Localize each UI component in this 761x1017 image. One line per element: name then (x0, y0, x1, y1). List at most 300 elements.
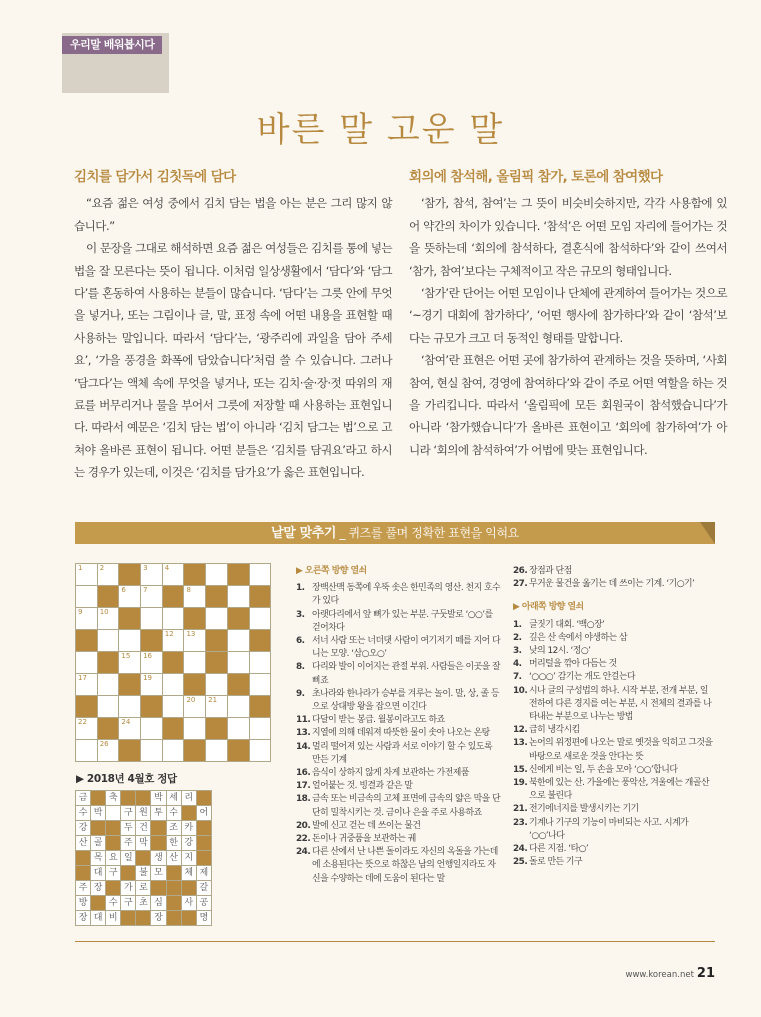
clue-item (513, 817, 715, 843)
crossword-cell (98, 674, 120, 696)
answer-cell (106, 806, 121, 821)
answer-cell: 명 (197, 911, 212, 926)
crossword-cell (141, 608, 163, 630)
clue-text: 다달이 받는 봉급. 월봉이라고도 하죠 (312, 715, 445, 726)
crossword-cell (184, 630, 206, 652)
crossword-cell (98, 740, 120, 762)
clue-number: 6. (296, 636, 305, 647)
crossword-cell (206, 564, 228, 586)
answer-cell: 세 (167, 791, 182, 806)
cell-number: 13 (186, 630, 196, 638)
crossword-cell (228, 718, 250, 740)
answer-block-cell (121, 911, 136, 926)
crossword-cell (141, 564, 163, 586)
answer-block-cell (136, 791, 151, 806)
clue-number: 23. (513, 817, 528, 828)
crossword-block-cell (228, 564, 250, 586)
left-article-paragraph: 이 문장을 그대로 해석하면 요즘 젊은 여성들은 김치를 통에 넣는 법을 잘 모른다는 뜻이 됩니다. 이처럼 일상생활에서 ‘담다’와 ‘담그다’를 혼동하여 사용하는 분들이 많습니다. ‘담다’는 그릇 안에 무엇을 넣거나, 또는 그림이나 글, 말, 표정 속에 어떤 내용을 표현할 때 사용하는 말입니다. 따라서 ‘담다’는, ‘광주리에 과일을 담아 주세요’, ‘가을 풍경을 화폭에 담았습니다’처럼 쓸 수 있습니다. 그러나 ‘담그다’는 액체 속에 무엇을 넣거나, 또는 김치·술·장·젓 따위의 재료를 버무리거나 물을 부어서 그릇에 저장할 때 사용하는 표현입니다. 따라서 예문은 ‘김치 담는 법’이 아니라 ‘김치 담그는 법’으로 고쳐야 올바른 표현이 됩니다. 어떤 분들은 ‘김치를 담궈요’라고 하시는 경우가 있는데, 이것은 ‘김치를 담가요’가 옳은 표현입니다. (74, 241, 392, 480)
clue-item (513, 565, 715, 578)
clue-item (296, 846, 502, 886)
crossword-cell (250, 718, 272, 740)
answer-cell: 산 (167, 851, 182, 866)
quiz-banner-title (75, 522, 715, 544)
answer-block-cell (151, 821, 166, 836)
answer-cell: 장 (76, 911, 91, 926)
answer-block-cell (136, 851, 151, 866)
answer-cell: 박 (151, 791, 166, 806)
answer-cell: 카 (182, 821, 197, 836)
crossword-block-cell (98, 586, 120, 608)
left-article-heading: 김치를 담가서 김칫독에 담다 (74, 169, 236, 185)
crossword-cell (119, 696, 141, 718)
crossword-cell (184, 696, 206, 718)
crossword-cell (76, 586, 98, 608)
clue-text: 얼어붙는 것. 빙결과 같은 말 (312, 781, 413, 792)
answer-cell: 산 (76, 836, 91, 851)
cell-number: 2 (99, 564, 105, 572)
crossword-block-cell (119, 674, 141, 696)
answer-cell: 박 (91, 806, 106, 821)
answer-cell: 갈 (197, 881, 212, 896)
crossword-cell (98, 630, 120, 652)
clue-text: 음식이 상하지 않게 차게 보관하는 가전제품 (312, 768, 469, 779)
clue-item (513, 658, 715, 671)
crossword-cell (250, 564, 272, 586)
clue-text: 초나라와 한나라가 승부를 겨루는 놀이. 말, 상, 졸 등으로 상대방 왕을 잡으면 이긴다 (312, 688, 499, 713)
clue-item (296, 582, 502, 608)
answer-block-cell (197, 836, 212, 851)
crossword-cell (119, 586, 141, 608)
crossword-block-cell (206, 586, 228, 608)
crossword-block-cell (141, 630, 163, 652)
clue-number: 15. (513, 764, 528, 775)
answer-cell: 일 (121, 851, 136, 866)
clue-number: 3. (513, 646, 522, 657)
clue-number: 16. (296, 768, 311, 779)
crossword-cell (184, 718, 206, 740)
answer-cell: 막 (136, 836, 151, 851)
crossword-cell (119, 630, 141, 652)
clue-number: 13. (296, 728, 311, 739)
answer-block-cell (106, 881, 121, 896)
answer-block-cell (182, 881, 197, 896)
crossword-cell (250, 608, 272, 630)
answer-cell: 구 (106, 866, 121, 881)
cell-number: 4 (164, 564, 170, 572)
crossword-block-cell (163, 586, 185, 608)
crossword-cell (250, 740, 272, 762)
clue-text: 급히 냉각시킴 (529, 725, 580, 736)
answer-block-cell (106, 836, 121, 851)
answer-block-cell (91, 896, 106, 911)
left-article-paragraph: “요즘 젊은 여성 중에서 김치 담는 법을 아는 분은 그리 많지 않습니다.” (74, 196, 392, 233)
answer-cell: 리 (182, 791, 197, 806)
clue-item (513, 777, 715, 803)
cell-number: 21 (208, 696, 218, 704)
clue-item (296, 820, 502, 833)
crossword-cell (98, 696, 120, 718)
clue-item (513, 632, 715, 645)
clue-item (296, 833, 502, 846)
cell-number: 26 (99, 740, 109, 748)
clue-text: 전기에너지를 발생시키는 기기 (529, 804, 639, 815)
answer-cell: 구 (121, 896, 136, 911)
clue-text: 장점과 단점 (529, 566, 572, 576)
crossword-cell (141, 674, 163, 696)
clue-item (296, 609, 502, 635)
clue-item (296, 780, 502, 793)
right-article (409, 166, 727, 461)
clue-text: 신에게 비는 일, 두 손을 모아 ‘○○’합니다 (529, 764, 678, 775)
cell-number: 15 (121, 652, 131, 660)
crossword-cell (76, 718, 98, 740)
answer-block-cell (91, 791, 106, 806)
crossword-block-cell (184, 674, 206, 696)
answer-block-cell (182, 911, 197, 926)
answer-block-cell (151, 881, 166, 896)
clue-item (513, 685, 715, 725)
answer-cell: 모 (151, 866, 166, 881)
cell-number: 22 (78, 718, 87, 726)
crossword-cell (250, 674, 272, 696)
answer-cell: 골 (91, 836, 106, 851)
crossword-cell (119, 718, 141, 740)
footer (500, 962, 715, 981)
crossword-cell (184, 652, 206, 674)
answer-cell: 장 (151, 911, 166, 926)
quiz-title: 낱말 맞추기 (271, 526, 337, 541)
answer-block-cell (197, 791, 212, 806)
clue-item (513, 856, 715, 869)
clue-number: 9. (296, 688, 305, 699)
answer-cell: 초 (136, 896, 151, 911)
clue-text: 지열에 의해 데워져 따뜻한 물이 솟아 나오는 온탕 (312, 728, 490, 739)
answer-cell: 투 (151, 806, 166, 821)
clue-number: 4. (513, 659, 522, 670)
clue-number: 8. (296, 662, 305, 673)
clue-number: 19. (513, 778, 528, 789)
answer-block-cell (197, 821, 212, 836)
answer-cell: 제 (197, 866, 212, 881)
clue-text: 금속 또는 비금속의 고체 표면에 금속의 얇은 막을 단단히 밀착시키는 것. 금이나 은을 주로 사용하죠 (312, 794, 501, 818)
crossword-cell (163, 674, 185, 696)
crossword-block-cell (250, 696, 272, 718)
answer-cell: 대 (91, 911, 106, 926)
cell-number: 20 (186, 696, 196, 704)
crossword-block-cell (119, 740, 141, 762)
clue-text: 무거운 물건을 옮기는 데 쓰이는 기계. ‘기○기’ (529, 579, 695, 590)
clue-item (296, 635, 502, 661)
answer-cell: 불 (136, 866, 151, 881)
clue-number: 26. (513, 566, 528, 576)
answer-block-cell (167, 911, 182, 926)
answer-block-cell (106, 821, 121, 836)
clue-text: 기계나 기구의 기능이 마비되는 사고. 시계가 ‘○○’나다 (529, 817, 689, 841)
answer-cell: 어 (197, 806, 212, 821)
clue-number: 18. (296, 794, 311, 805)
cell-number: 12 (164, 630, 174, 638)
clue-number: 1. (296, 583, 305, 594)
crossword-cell (228, 696, 250, 718)
right-article-paragraph: ‘참여’란 표현은 어떤 곳에 참가하여 관계하는 것을 뜻하며, ‘사회 참여, 현실 참여, 경영에 참여하다’와 같이 주로 어떤 역할을 하는 것을 가리킵니다. 따라서 ‘올림픽에 모든 회원국이 참석했습니다’가 아니라 ‘참가했습니다’가 올바른 표현이고 ‘회의에 참가하여’가 아니라 ‘회의에 참석하여’가 어법에 맞는 표현입니다. (409, 353, 727, 457)
crossword-cell (163, 740, 185, 762)
clue-text: 돌로 만든 기구 (529, 857, 583, 868)
crossword-cell (163, 564, 185, 586)
clue-item (296, 767, 502, 780)
crossword-cell (206, 740, 228, 762)
crossword-block-cell (76, 630, 98, 652)
clue-text: 논어의 위정편에 나오는 말로 옛것을 익히고 그것을 바탕으로 새로운 것을 안다는 뜻 (529, 738, 713, 762)
crossword-block-cell (141, 696, 163, 718)
cell-number: 6 (121, 586, 126, 594)
answer-cell: 강 (76, 821, 91, 836)
crossword-block-cell (76, 696, 98, 718)
clue-item (513, 619, 715, 632)
answer-block-cell (136, 911, 151, 926)
answer-cell: 장 (91, 881, 106, 896)
answer-cell: 강 (182, 836, 197, 851)
clue-number: 24. (513, 844, 528, 855)
clue-number: 2. (513, 632, 522, 643)
clue-item (296, 793, 502, 819)
answer-cell: 생 (151, 851, 166, 866)
crossword-block-cell (228, 740, 250, 762)
page-title: 바른 말 고운 말 (256, 110, 505, 150)
clue-text: ‘○○○’ 감기는 개도 안걸는다 (529, 672, 635, 683)
answer-block-cell (151, 836, 166, 851)
cell-number: 3 (143, 564, 148, 572)
answer-cell: 금 (76, 791, 91, 806)
clue-text: 시나 글의 구성법의 하나. 시작 부분, 전개 부분, 일전하여 다른 경지를 여는 부분, 시 전체의 결과를 나타내는 부분으로 나누는 방법 (529, 685, 712, 723)
crossword-block-cell (228, 674, 250, 696)
answer-cell: 사 (182, 896, 197, 911)
cell-number: 7 (143, 586, 148, 594)
clue-item (296, 714, 502, 727)
across-clues-title: ▶ 오른쪽 방향 열쇠 (296, 566, 367, 576)
clue-item (513, 578, 715, 591)
answer-cell: 대 (91, 866, 106, 881)
cell-number: 24 (121, 718, 131, 726)
cell-number: 19 (143, 674, 152, 682)
crossword-cell (98, 608, 120, 630)
clue-number: 22. (296, 834, 311, 845)
clue-number: 24. (296, 847, 311, 858)
cell-number: 9 (78, 608, 83, 616)
answer-cell: 지 (182, 851, 197, 866)
crossword-block-cell (206, 718, 228, 740)
clue-text: 서너 사람 또는 너더댓 사람이 여기저기 떼를 지어 다니는 모양. ‘삼○오○’ (312, 636, 501, 660)
clue-number: 12. (513, 725, 528, 736)
clue-number: 20. (296, 820, 311, 831)
crossword-cell (76, 608, 98, 630)
clue-number: 27. (513, 579, 528, 590)
answer-cell: 요 (106, 851, 121, 866)
crossword-cell (76, 652, 98, 674)
bottom-divider (75, 941, 715, 942)
crossword-block-cell (206, 652, 228, 674)
right-article-paragraph: ‘참가’란 단어는 어떤 모임이나 단체에 관계하여 들어가는 것으로 ‘~경기 대회에 참가하다’, ‘어떤 행사에 참가하다’와 같이 ‘참석’보다는 규모가 크고 더 동적인 형태를 말합니다. (409, 286, 727, 345)
clue-number: 17. (296, 781, 311, 792)
crossword-cell (228, 652, 250, 674)
crossword-block-cell (163, 652, 185, 674)
answer-cell: 체 (182, 866, 197, 881)
answer-block-cell (121, 866, 136, 881)
clue-number: 3. (296, 609, 305, 620)
crossword-cell (206, 608, 228, 630)
quiz-subtitle: _ 퀴즈를 풀며 정확한 표현을 익혀요 (336, 526, 519, 540)
clue-item (296, 688, 502, 714)
crossword-block-cell (184, 608, 206, 630)
cell-number: 16 (143, 652, 152, 660)
clue-text: 북한에 있는 산. 가을에는 풍악산, 겨울에는 개골산으로 불린다 (529, 778, 710, 802)
answer-block-cell (76, 866, 91, 881)
right-article-heading: 회의에 참석해, 올림픽 참가, 토론에 참여했다 (409, 169, 663, 185)
crossword-block-cell (206, 630, 228, 652)
answer-cell: 두 (121, 821, 136, 836)
crossword-block-cell (98, 718, 120, 740)
clue-text: 다른 지점. ‘타○’ (529, 844, 589, 855)
clue-text: 다른 산에서 난 나쁜 돌이라도 자신의 옥돌을 가는데에 소용된다는 뜻으로 하찮은 남의 언행일지라도 자신을 수양하는 데에 도움이 된다는 말 (312, 847, 498, 884)
page-number: 21 (696, 966, 715, 981)
crossword-cell (76, 564, 98, 586)
answer-cell: 로 (136, 881, 151, 896)
crossword-cell (206, 696, 228, 718)
crossword-cell (119, 652, 141, 674)
crossword-block-cell (163, 718, 185, 740)
crossword-block-cell (184, 740, 206, 762)
answer-block-cell (182, 806, 197, 821)
clue-item (513, 724, 715, 737)
clue-text: 다리와 발이 이어지는 관절 부위. 사람들은 이곳을 잘 삐죠 (312, 662, 501, 686)
answer-block-cell (121, 791, 136, 806)
crossword-block-cell (250, 586, 272, 608)
answer-title: ▶ 2018년 4월호 정답 (76, 773, 177, 785)
crossword-block-cell (250, 630, 272, 652)
down-clues-title: ▶ 아래쪽 방향 열쇠 (513, 602, 584, 613)
clue-text: 돈이나 귀중품을 보관하는 궤 (312, 834, 416, 845)
answer-cell: 조 (167, 821, 182, 836)
footer-site: www.korean.net (625, 970, 694, 980)
answer-block-cell (167, 881, 182, 896)
clue-text: 장백산맥 동쪽에 우뚝 솟은 한민족의 영산. 천지 호수가 있다 (312, 583, 501, 607)
crossword-cell (76, 740, 98, 762)
crossword-cell (206, 674, 228, 696)
clue-text: 아랫다리에서 앞 뼈가 있는 부분. 구둣발로 ‘○○’를 걷어차다 (312, 609, 493, 633)
crossword-cell (141, 652, 163, 674)
clue-item (513, 764, 715, 777)
clue-item (296, 661, 502, 687)
clues-column-1 (296, 565, 502, 886)
crossword-cell (98, 564, 120, 586)
cell-number: 10 (99, 608, 109, 616)
answer-cell: 가 (121, 881, 136, 896)
clue-number: 25. (513, 857, 528, 868)
cell-number: 1 (78, 564, 83, 572)
left-article (74, 166, 392, 484)
clue-number: 7. (513, 672, 522, 683)
crossword-cell (163, 630, 185, 652)
clue-item (513, 645, 715, 658)
clue-item (296, 727, 502, 740)
clue-item (513, 671, 715, 684)
clue-item (513, 843, 715, 856)
clue-item (513, 737, 715, 763)
answer-cell: 비 (106, 911, 121, 926)
crossword-block-cell (119, 564, 141, 586)
crossword-cell (76, 674, 98, 696)
answer-cell: 건 (136, 821, 151, 836)
answer-cell: 방 (76, 896, 91, 911)
clue-text: 깊은 산 속에서 야생하는 삼 (529, 632, 628, 643)
clue-item (296, 741, 502, 767)
answer-block-cell (197, 851, 212, 866)
answer-cell: 목 (91, 851, 106, 866)
crossword-cell (163, 696, 185, 718)
crossword-cell (228, 586, 250, 608)
right-article-paragraph: ‘참가, 참석, 참여’는 그 뜻이 비슷비슷하지만, 각각 사용함에 있어 약간의 차이가 있습니다. ‘참석’은 어떤 모임 자리에 들어가는 것을 뜻하는데 ‘회의에 참석하다, 결혼식에 참석하다’와 같이 쓰여서 ‘참가, 참여’보다는 구체적이고 작은 규모의 형태입니다. (409, 196, 727, 278)
answer-cell: 주 (76, 881, 91, 896)
crossword-cell (141, 718, 163, 740)
clue-text: 발에 신고 걷는 데 쓰이는 물건 (312, 820, 421, 831)
clue-item (513, 803, 715, 816)
clue-text: 낮의 12시. ‘정○’ (529, 646, 591, 657)
crossword-cell (141, 586, 163, 608)
clues-column-2 (513, 565, 715, 869)
crossword-cell (163, 608, 185, 630)
answer-block-cell (91, 821, 106, 836)
clue-number: 1. (513, 619, 522, 630)
crossword-block-cell (184, 564, 206, 586)
answer-grid (75, 790, 212, 926)
clue-number: 13. (513, 738, 528, 749)
section-tag: 우리말 배워봅시다 (62, 36, 162, 54)
clue-number: 14. (296, 741, 311, 752)
answer-cell: 수 (76, 806, 91, 821)
crossword-cell (228, 630, 250, 652)
cell-number: 8 (186, 586, 191, 594)
clue-number: 21. (513, 804, 528, 815)
clue-text: 멀리 떨어져 있는 사람과 서로 이야기 할 수 있도록 만든 기계 (312, 741, 493, 765)
clue-number: 11. (296, 715, 311, 726)
crossword-grid (75, 563, 271, 762)
down-clue-list (513, 619, 715, 870)
clue-number: 10. (513, 685, 528, 696)
answer-cell: 공 (197, 896, 212, 911)
answer-block-cell (167, 896, 182, 911)
crossword-cell (250, 652, 272, 674)
answer-cell: 수 (167, 806, 182, 821)
answer-cell: 구 (121, 806, 136, 821)
clue-text: 글짓기 대회. ‘백○장’ (529, 619, 605, 630)
answer-cell: 수 (106, 896, 121, 911)
answer-cell: 주 (121, 836, 136, 851)
answer-cell: 축 (106, 791, 121, 806)
answer-block-cell (167, 866, 182, 881)
clue-text: 머리털을 깎아 다듬는 것 (529, 659, 617, 670)
across-clue-list-continued (513, 565, 715, 591)
answer-block-cell (76, 851, 91, 866)
answer-cell: 심 (151, 896, 166, 911)
cell-number: 17 (78, 674, 87, 682)
across-clue-list (296, 582, 502, 886)
answer-cell: 한 (167, 836, 182, 851)
answer-cell: 원 (136, 806, 151, 821)
crossword-block-cell (228, 608, 250, 630)
crossword-cell (141, 740, 163, 762)
crossword-block-cell (98, 652, 120, 674)
crossword-block-cell (119, 608, 141, 630)
crossword-cell (184, 586, 206, 608)
